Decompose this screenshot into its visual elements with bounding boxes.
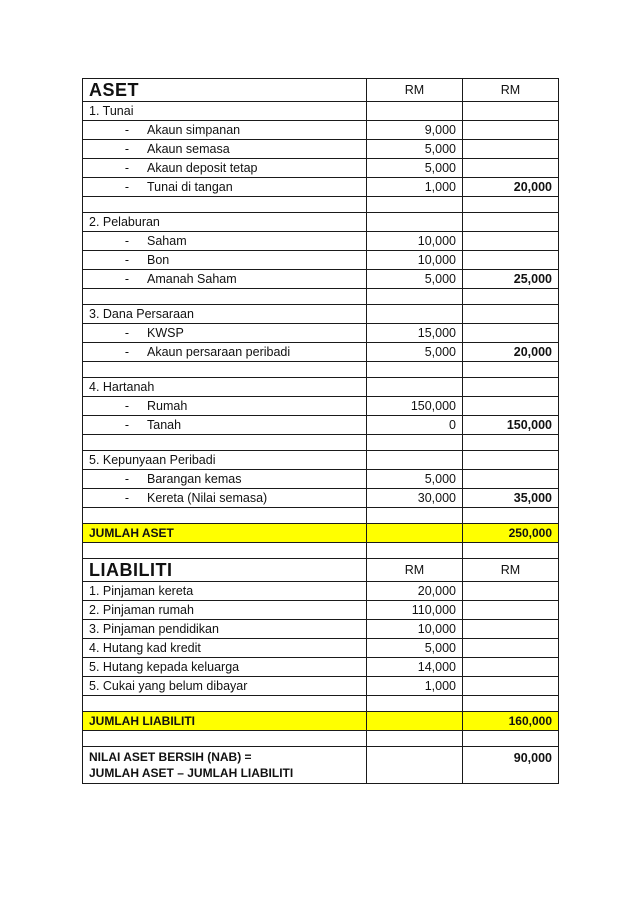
- asset-group-total: 20,000: [463, 343, 559, 362]
- asset-group-title: 5. Kepunyaan Peribadi: [83, 451, 367, 470]
- bullet-dash: -: [124, 326, 130, 340]
- net-worth-table: [82, 78, 559, 784]
- bullet-dash: -: [124, 472, 130, 486]
- asset-item-label: Akaun simpanan: [147, 123, 241, 137]
- bullet-dash: -: [124, 253, 130, 267]
- asset-item-amount: 5,000: [367, 270, 463, 289]
- liability-row: [83, 658, 559, 677]
- asset-item-amount: 30,000: [367, 489, 463, 508]
- net-worth-label-line1: NILAI ASET BERSIH (NAB) =: [89, 750, 252, 764]
- spacer-row: [83, 362, 559, 378]
- asset-item-row: [83, 270, 559, 289]
- liabilities-currency-col2: RM: [463, 559, 559, 582]
- spacer-row: [83, 508, 559, 524]
- asset-group-title: 2. Pelaburan: [83, 213, 367, 232]
- asset-item-label: Rumah: [147, 399, 188, 413]
- asset-item-row: [83, 397, 559, 416]
- asset-item-row: [83, 140, 559, 159]
- bullet-dash: -: [124, 142, 130, 156]
- asset-group-title: 1. Tunai: [83, 102, 367, 121]
- liability-row: [83, 639, 559, 658]
- asset-item-row: [83, 159, 559, 178]
- liability-label: 1. Pinjaman kereta: [83, 582, 367, 601]
- liability-row: [83, 677, 559, 696]
- asset-item-label: KWSP: [147, 326, 184, 340]
- asset-group-title-row: [83, 305, 559, 324]
- asset-item-label: Tanah: [147, 418, 182, 432]
- bullet-dash: -: [124, 234, 130, 248]
- spacer-row: [83, 731, 559, 747]
- liability-amount: 110,000: [367, 601, 463, 620]
- assets-currency-col2: RM: [463, 79, 559, 102]
- liability-row: [83, 601, 559, 620]
- total-liabilities-label: JUMLAH LIABILITI: [83, 712, 367, 731]
- bullet-dash: -: [124, 180, 130, 194]
- asset-group-total: 25,000: [463, 270, 559, 289]
- spacer-row: [83, 197, 559, 213]
- asset-item-amount: 5,000: [367, 140, 463, 159]
- asset-item-row: [83, 121, 559, 140]
- asset-item-label: Amanah Saham: [147, 272, 237, 286]
- asset-item-label: Bon: [147, 253, 170, 267]
- asset-item-row: [83, 251, 559, 270]
- asset-group-title: 4. Hartanah: [83, 378, 367, 397]
- total-assets-row: [83, 524, 559, 543]
- liability-row: [83, 582, 559, 601]
- asset-item-row: [83, 416, 559, 435]
- net-worth-value: 90,000: [463, 747, 559, 784]
- asset-item-label: Akaun deposit tetap: [147, 161, 258, 175]
- total-assets-value: 250,000: [463, 524, 559, 543]
- liability-amount: 20,000: [367, 582, 463, 601]
- assets-heading: ASET: [83, 79, 367, 102]
- net-worth-label: [83, 747, 367, 784]
- asset-group-title-row: [83, 451, 559, 470]
- asset-item-label: Barangan kemas: [147, 472, 242, 486]
- liabilities-header-row: [83, 559, 559, 582]
- liability-amount: 1,000: [367, 677, 463, 696]
- asset-item-amount: 10,000: [367, 232, 463, 251]
- asset-item-amount: 9,000: [367, 121, 463, 140]
- bullet-dash: -: [124, 161, 130, 175]
- liability-amount: 14,000: [367, 658, 463, 677]
- bullet-dash: -: [124, 491, 130, 505]
- asset-group-title-row: [83, 213, 559, 232]
- asset-item-row: [83, 343, 559, 362]
- bullet-dash: -: [124, 399, 130, 413]
- asset-group-title-row: [83, 378, 559, 397]
- liability-label: 2. Pinjaman rumah: [83, 601, 367, 620]
- liability-label: 4. Hutang kad kredit: [83, 639, 367, 658]
- liability-label: 5. Hutang kepada keluarga: [83, 658, 367, 677]
- liability-amount: 5,000: [367, 639, 463, 658]
- bullet-dash: -: [124, 123, 130, 137]
- asset-item-amount: 150,000: [367, 397, 463, 416]
- total-liabilities-row: [83, 712, 559, 731]
- total-assets-label: JUMLAH ASET: [83, 524, 367, 543]
- bullet-dash: -: [124, 272, 130, 286]
- liability-label: 5. Cukai yang belum dibayar: [83, 677, 367, 696]
- asset-item-amount: 15,000: [367, 324, 463, 343]
- liability-label: 3. Pinjaman pendidikan: [83, 620, 367, 639]
- asset-item-amount: 5,000: [367, 470, 463, 489]
- total-liabilities-value: 160,000: [463, 712, 559, 731]
- asset-item-row: [83, 232, 559, 251]
- asset-item-row: [83, 489, 559, 508]
- assets-header-row: [83, 79, 559, 102]
- asset-group-total: 35,000: [463, 489, 559, 508]
- liability-row: [83, 620, 559, 639]
- assets-currency-col1: RM: [367, 79, 463, 102]
- asset-group-title-row: [83, 102, 559, 121]
- asset-item-amount: 1,000: [367, 178, 463, 197]
- spacer-row: [83, 289, 559, 305]
- asset-item-amount: 0: [367, 416, 463, 435]
- asset-item-label: Kereta (Nilai semasa): [147, 491, 268, 505]
- bullet-dash: -: [124, 418, 130, 432]
- asset-item-row: [83, 470, 559, 489]
- asset-item-amount: 10,000: [367, 251, 463, 270]
- liabilities-currency-col1: RM: [367, 559, 463, 582]
- spacer-row: [83, 543, 559, 559]
- spacer-row: [83, 435, 559, 451]
- asset-item-label: Akaun semasa: [147, 142, 230, 156]
- asset-item-label: Tunai di tangan: [147, 180, 233, 194]
- asset-item-amount: 5,000: [367, 343, 463, 362]
- asset-group-total: 150,000: [463, 416, 559, 435]
- spacer-row: [83, 696, 559, 712]
- asset-item-row: [83, 178, 559, 197]
- asset-group-title: 3. Dana Persaraan: [83, 305, 367, 324]
- asset-group-total: 20,000: [463, 178, 559, 197]
- liability-amount: 10,000: [367, 620, 463, 639]
- asset-item-label: Akaun persaraan peribadi: [147, 345, 291, 359]
- net-worth-label-line2: JUMLAH ASET – JUMLAH LIABILITI: [89, 766, 294, 780]
- asset-item-amount: 5,000: [367, 159, 463, 178]
- bullet-dash: -: [124, 345, 130, 359]
- asset-item-row: [83, 324, 559, 343]
- asset-item-label: Saham: [147, 234, 187, 248]
- liabilities-heading: LIABILITI: [83, 559, 367, 582]
- net-worth-row: [83, 747, 559, 784]
